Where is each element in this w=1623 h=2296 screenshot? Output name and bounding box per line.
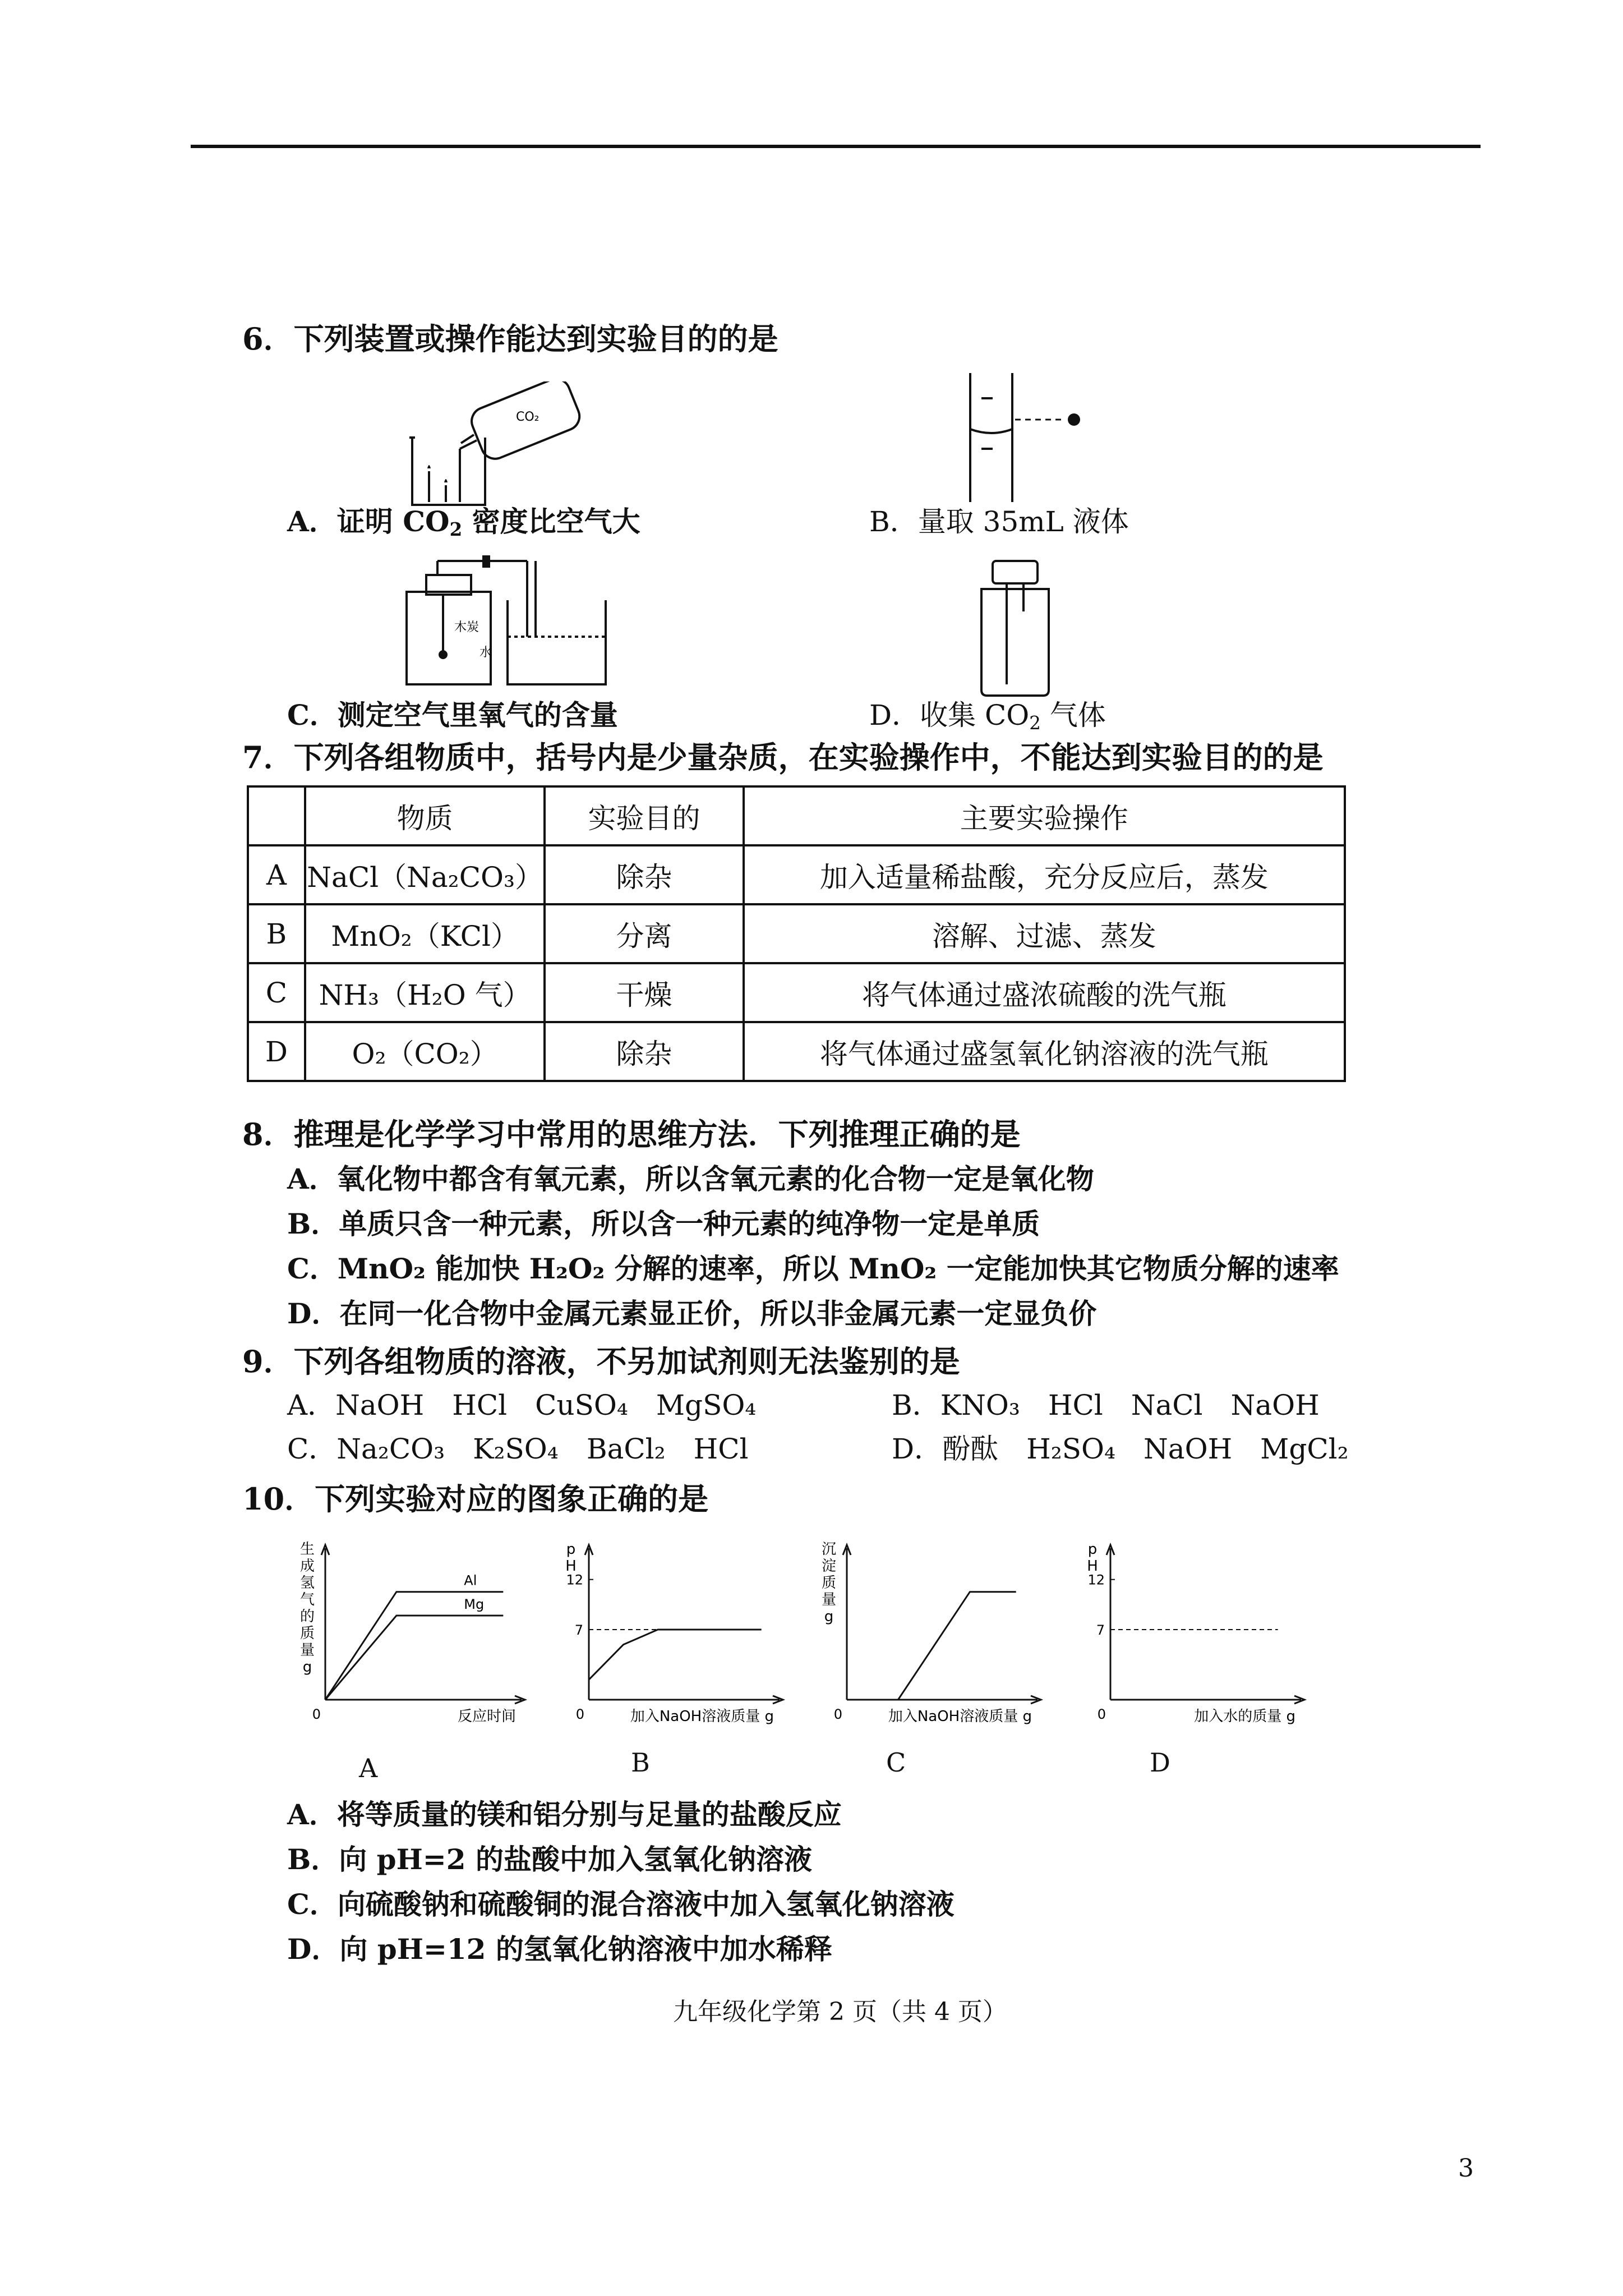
origin-label: 0	[312, 1706, 321, 1722]
chart-a-label: A	[359, 1753, 378, 1783]
y-axis-label: 的	[299, 1608, 315, 1625]
chart-c	[822, 1541, 1041, 1725]
row-substance: MnO₂（KCl）	[305, 904, 545, 963]
row-substance: NH₃（H₂O 气）	[305, 963, 545, 1022]
table-header-cell	[248, 786, 305, 845]
q9-stem: 9．下列各组物质的溶液，不另加试剂则无法鉴别的是	[242, 1343, 960, 1379]
row-purpose: 分离	[545, 904, 743, 963]
series-line	[589, 1630, 762, 1680]
q9-option-c: C．Na₂CO₃ K₂SO₄ BaCl₂ HCl	[287, 1433, 749, 1465]
row-purpose: 除杂	[545, 1022, 743, 1081]
q10-option-d: D．向 pH=12 的氢氧化钠溶液中加水稀释	[287, 1932, 832, 1966]
q8-option-c: C．MnO₂ 能加快 H₂O₂ 分解的速率，所以 MnO₂ 一定能加快其它物质分解的速率	[287, 1252, 1339, 1285]
q6-option-b: B．量取 35mL 液体	[869, 505, 1129, 538]
q6-option-c: C．测定空气里氧气的含量	[287, 698, 618, 731]
x-axis-label: 加入NaOH溶液质量 g	[630, 1708, 774, 1725]
q10-charts	[292, 1531, 1413, 1756]
x-axis-label: 加入NaOH溶液质量 g	[888, 1708, 1032, 1725]
series-line	[325, 1616, 503, 1700]
fig-6a-co2-pour	[398, 381, 589, 510]
y-axis-label: g	[302, 1659, 312, 1676]
q6-option-a: A．证明 $CO_2$ 密度比空气大	[287, 505, 640, 541]
y-axis-label: 质	[821, 1575, 837, 1591]
header-rule	[191, 145, 1481, 148]
y-axis-label: 淀	[821, 1558, 837, 1575]
table-header-cell: 实验目的	[545, 786, 743, 845]
q7-table	[247, 785, 1346, 1082]
table-header-cell: 物质	[305, 786, 545, 845]
row-label: B	[248, 904, 305, 963]
series-line	[847, 1592, 1016, 1700]
chart-d-label: D	[1150, 1747, 1170, 1778]
row-operation: 将气体通过盛氢氧化钠溶液的洗气瓶	[744, 1022, 1345, 1081]
y-axis-label: 气	[299, 1591, 315, 1608]
q9-option-d: D．酚酞 H₂SO₄ NaOH MgCl₂	[892, 1433, 1349, 1465]
origin-label: 0	[833, 1706, 842, 1722]
q6-option-d: D．收集 $CO_2$ 气体	[869, 699, 1106, 734]
q10-option-c: C．向硫酸钠和硫酸铜的混合溶液中加入氢氧化钠溶液	[287, 1888, 955, 1921]
table-row	[248, 904, 1345, 963]
q10-stem: 10．下列实验对应的图象正确的是	[242, 1481, 709, 1517]
table-row	[248, 1022, 1345, 1081]
y-axis-label: H	[1087, 1558, 1098, 1575]
row-substance: O₂（CO₂）	[305, 1022, 545, 1081]
row-label: A	[248, 845, 305, 904]
y-axis-label: g	[824, 1608, 834, 1625]
y-axis-label: p	[566, 1541, 576, 1558]
fig-6d-gas-bottle	[959, 558, 1071, 698]
row-operation: 溶解、过滤、蒸发	[744, 904, 1345, 963]
q10-option-a: A．将等质量的镁和铝分别与足量的盐酸反应	[287, 1798, 842, 1831]
chart-c-label: C	[886, 1747, 906, 1778]
q8-option-b: B．单质只含一种元素，所以含一种元素的纯净物一定是单质	[287, 1207, 1040, 1240]
q9-option-b: B．KNO₃ HCl NaCl NaOH	[892, 1389, 1320, 1421]
row-substance: NaCl（Na₂CO₃）	[305, 845, 545, 904]
y-axis-label: 氢	[299, 1575, 315, 1591]
chart-b	[565, 1541, 783, 1725]
q8-stem: 8．推理是化学学习中常用的思维方法．下列推理正确的是	[242, 1116, 1021, 1152]
fig-6c-water-label: 水	[479, 646, 492, 660]
row-purpose: 除杂	[545, 845, 743, 904]
row-operation: 加入适量稀盐酸，充分反应后，蒸发	[744, 845, 1345, 904]
y-tick-label: 12	[1087, 1572, 1105, 1588]
y-tick-label: 7	[574, 1622, 583, 1638]
chart-b-label: B	[631, 1747, 650, 1778]
table-row	[248, 845, 1345, 904]
x-axis-label: 反应时间	[457, 1708, 516, 1725]
q8-option-a: A．氧化物中都含有氧元素，所以含氧元素的化合物一定是氧化物	[287, 1162, 1094, 1195]
series-label: Mg	[464, 1596, 485, 1612]
row-label: D	[248, 1022, 305, 1081]
fig-6c-charcoal-label: 木炭	[454, 620, 479, 634]
row-label: C	[248, 963, 305, 1022]
fig-6a-co2-label: CO₂	[516, 410, 540, 424]
q10-option-b: B．向 pH=2 的盐酸中加入氢氧化钠溶液	[287, 1843, 812, 1876]
origin-label: 0	[1097, 1706, 1106, 1722]
q8-option-d: D．在同一化合物中金属元素显正价，所以非金属元素一定显负价	[287, 1297, 1097, 1330]
y-tick-label: 7	[1096, 1622, 1105, 1638]
page-number: 3	[1458, 2154, 1474, 2183]
y-axis-label: 沉	[821, 1541, 837, 1558]
row-operation: 将气体通过盛浓硫酸的洗气瓶	[744, 963, 1345, 1022]
y-axis-label: 成	[299, 1558, 315, 1575]
q9-option-a: A．NaOH HCl CuSO₄ MgSO₄	[287, 1389, 757, 1421]
series-label: Al	[464, 1572, 477, 1589]
fig-6c-oxygen-apparatus	[393, 553, 628, 687]
y-axis-label: p	[1087, 1541, 1098, 1558]
chart-d	[1087, 1541, 1304, 1725]
q7-stem: 7．下列各组物质中，括号内是少量杂质，在实验操作中，不能达到实验目的的是	[242, 739, 1324, 775]
table-header-cell: 主要实验操作	[744, 786, 1345, 845]
fig-6b-cylinder	[959, 370, 1099, 505]
chart-a	[300, 1541, 525, 1725]
origin-label: 0	[575, 1706, 584, 1722]
y-axis-label: 质	[299, 1625, 315, 1642]
y-axis-label: 量	[299, 1642, 315, 1659]
page-footer: 九年级化学第 2 页（共 4 页）	[673, 1998, 1007, 2026]
y-axis-label: 量	[821, 1591, 837, 1608]
x-axis-label: 加入水的质量 g	[1194, 1708, 1295, 1725]
y-tick-label: 12	[566, 1572, 583, 1588]
y-axis-label: 生	[299, 1541, 315, 1558]
table-header-row	[248, 786, 1345, 845]
q6-stem: 6．下列装置或操作能达到实验目的的是	[242, 321, 778, 357]
y-axis-label: H	[565, 1558, 577, 1575]
row-purpose: 干燥	[545, 963, 743, 1022]
table-row	[248, 963, 1345, 1022]
